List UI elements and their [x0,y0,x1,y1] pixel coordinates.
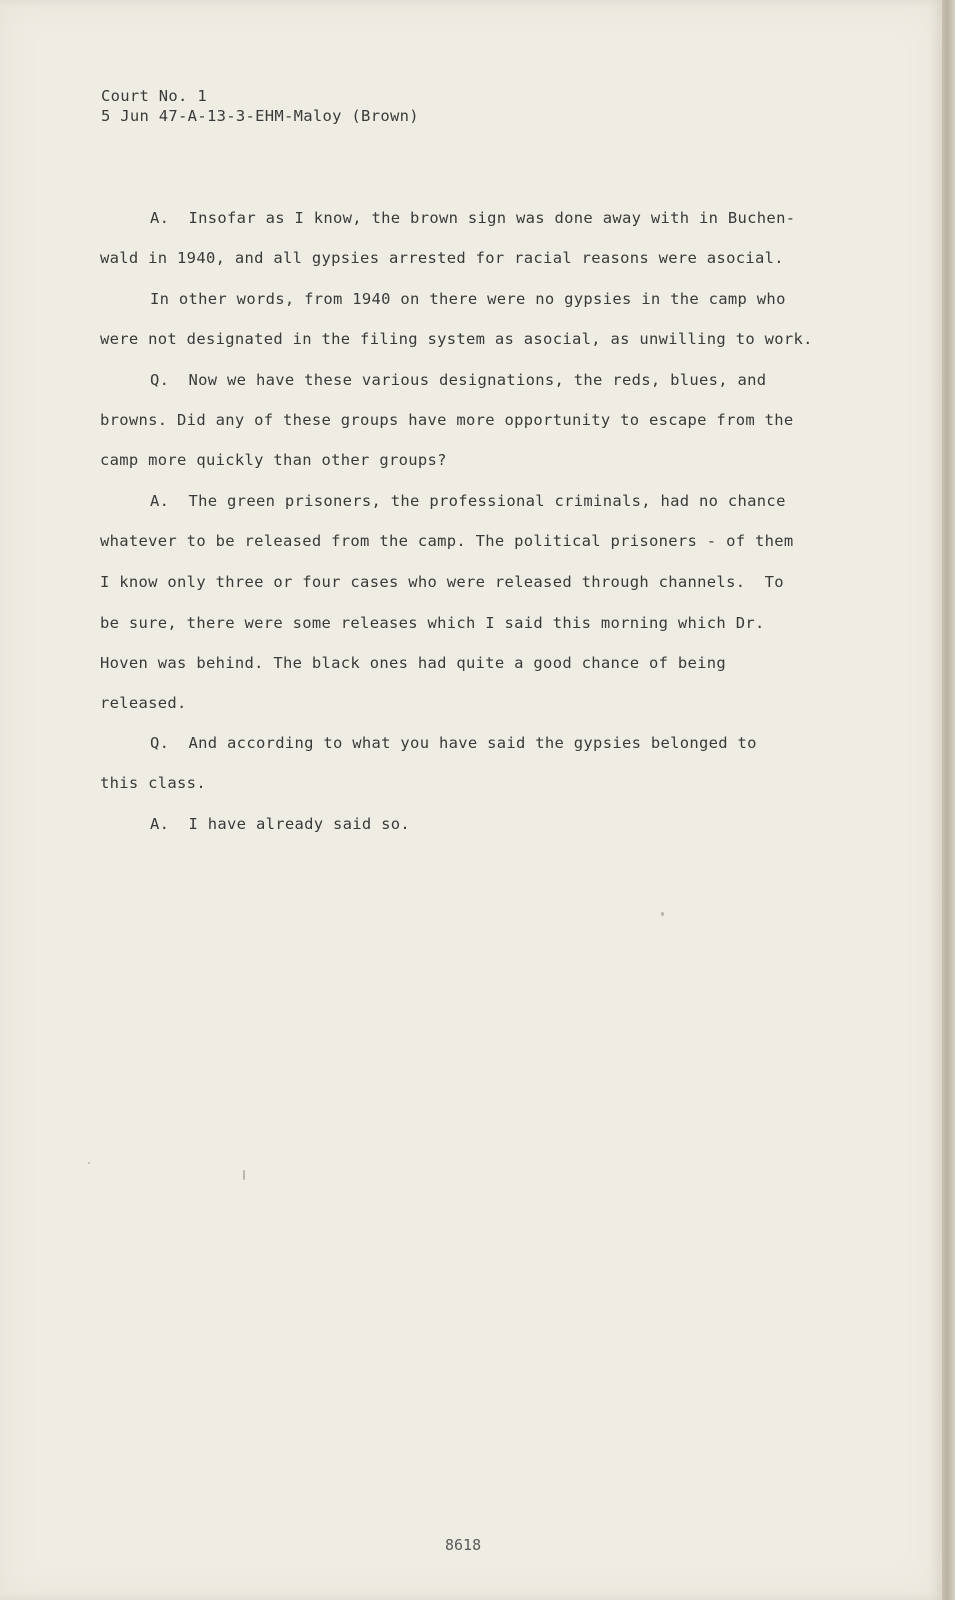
transcript-line: A. I have already said so. [150,815,411,833]
document-header [101,86,419,126]
transcript-line: wald in 1940, and all gypsies arrested for racial reasons were asocial. [100,249,784,267]
transcript-reference: 5 Jun 47-A-13-3-EHM-Maloy (Brown) [101,107,419,125]
transcript-line: this class. [100,774,206,792]
transcript-line: A. Insofar as I know, the brown sign was done away with in Buchen- [150,209,796,227]
paper-speck [661,912,664,916]
transcript-line: Hoven was behind. The black ones had quite a good chance of being [100,654,727,672]
transcript-line: I know only three or four cases who were released through channels. To [100,573,784,591]
transcript-line: browns. Did any of these groups have more opportunity to escape from the [100,411,794,429]
transcript-line: released. [100,694,187,712]
transcript-line: A. The green prisoners, the professional criminals, had no chance [150,492,786,510]
court-number: Court No. 1 [101,87,207,105]
page-number: 8618 [445,1536,482,1554]
transcript-line: be sure, there were some releases which I said this morning which Dr. [100,614,765,632]
paper-speck [88,1162,90,1164]
transcript-line: In other words, from 1940 on there were no gypsies in the camp who [150,290,786,308]
page-edge [942,0,955,1600]
paper-speck [243,1170,245,1180]
transcript-line: whatever to be released from the camp. The political prisoners - of them [100,532,794,550]
transcript-line: Q. Now we have these various designations, the reds, blues, and [150,371,767,389]
transcript-line: camp more quickly than other groups? [100,451,447,469]
transcript-line: Q. And according to what you have said the gypsies belonged to [150,734,757,752]
transcript-line: were not designated in the filing system as asocial, as unwilling to work. [100,330,813,348]
